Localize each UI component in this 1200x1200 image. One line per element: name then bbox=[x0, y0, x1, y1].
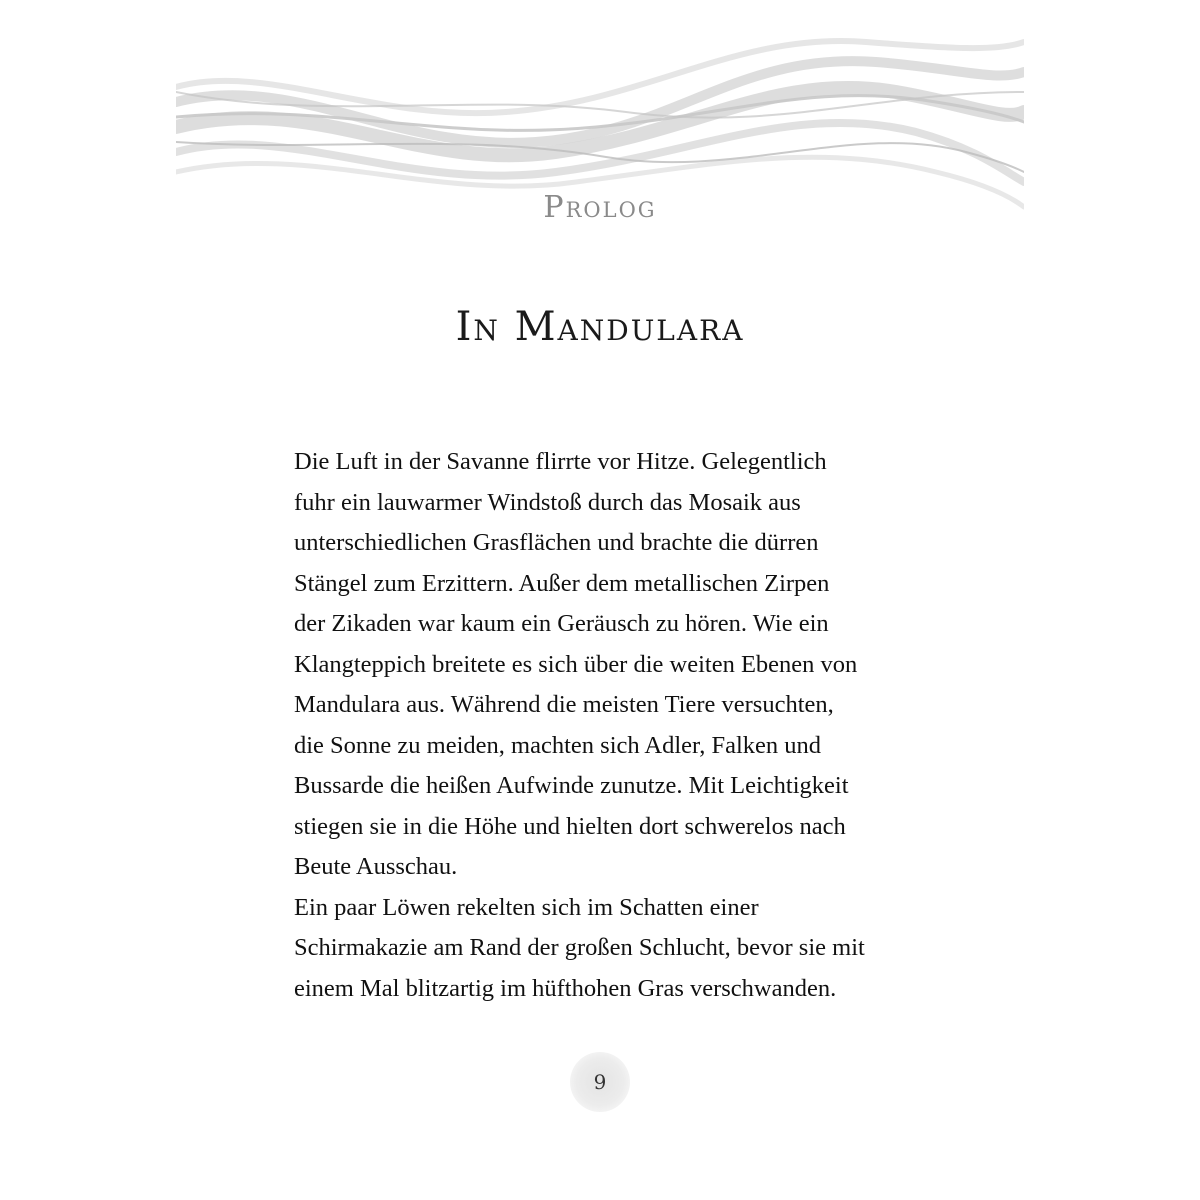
text-line: die Sonne zu meiden, machten sich Adler, Falken und bbox=[294, 731, 822, 759]
text-line: stiegen sie in die Höhe und hielten dort schwerelos nach bbox=[294, 812, 846, 840]
body-text bbox=[294, 442, 914, 1009]
text-line: Mandulara aus. Während die meisten Tiere versuchten, bbox=[294, 691, 834, 718]
text-line: Bussarde die heißen Aufwinde zunutze. Mit Leichtigkeit bbox=[294, 772, 849, 799]
page-number: 9 bbox=[593, 1070, 607, 1094]
text-line: Stängel zum Erzittern. Außer dem metallischen Zirpen bbox=[294, 569, 830, 597]
chapter-title: In Mandulara bbox=[455, 304, 745, 350]
page-number-badge bbox=[570, 1052, 630, 1112]
text-line: unterschiedlichen Grasflächen und brachte die dürren bbox=[294, 529, 819, 556]
text-line: Die Luft in der Savanne flirrte vor Hitze. Gelegentlich bbox=[294, 448, 827, 475]
text-line: Schirmakazie am Rand der großen Schlucht, bevor sie mit bbox=[294, 934, 865, 961]
paragraph bbox=[294, 888, 914, 1010]
chapter-label: Prolog bbox=[543, 190, 657, 225]
paragraph bbox=[294, 442, 914, 888]
text-line: Beute Ausschau. bbox=[294, 853, 458, 880]
text-line: fuhr ein lauwarmer Windstoß durch das Mosaik aus bbox=[294, 488, 801, 516]
text-line: Klangteppich breitete es sich über die weiten Ebenen von bbox=[294, 650, 858, 678]
text-line: der Zikaden war kaum ein Geräusch zu hören. Wie ein bbox=[294, 610, 829, 637]
text-line: Ein paar Löwen rekelten sich im Schatten einer bbox=[294, 893, 759, 921]
text-line: einem Mal blitzartig im hüfthohen Gras verschwanden. bbox=[294, 974, 837, 1002]
book-page bbox=[176, 32, 1024, 1132]
